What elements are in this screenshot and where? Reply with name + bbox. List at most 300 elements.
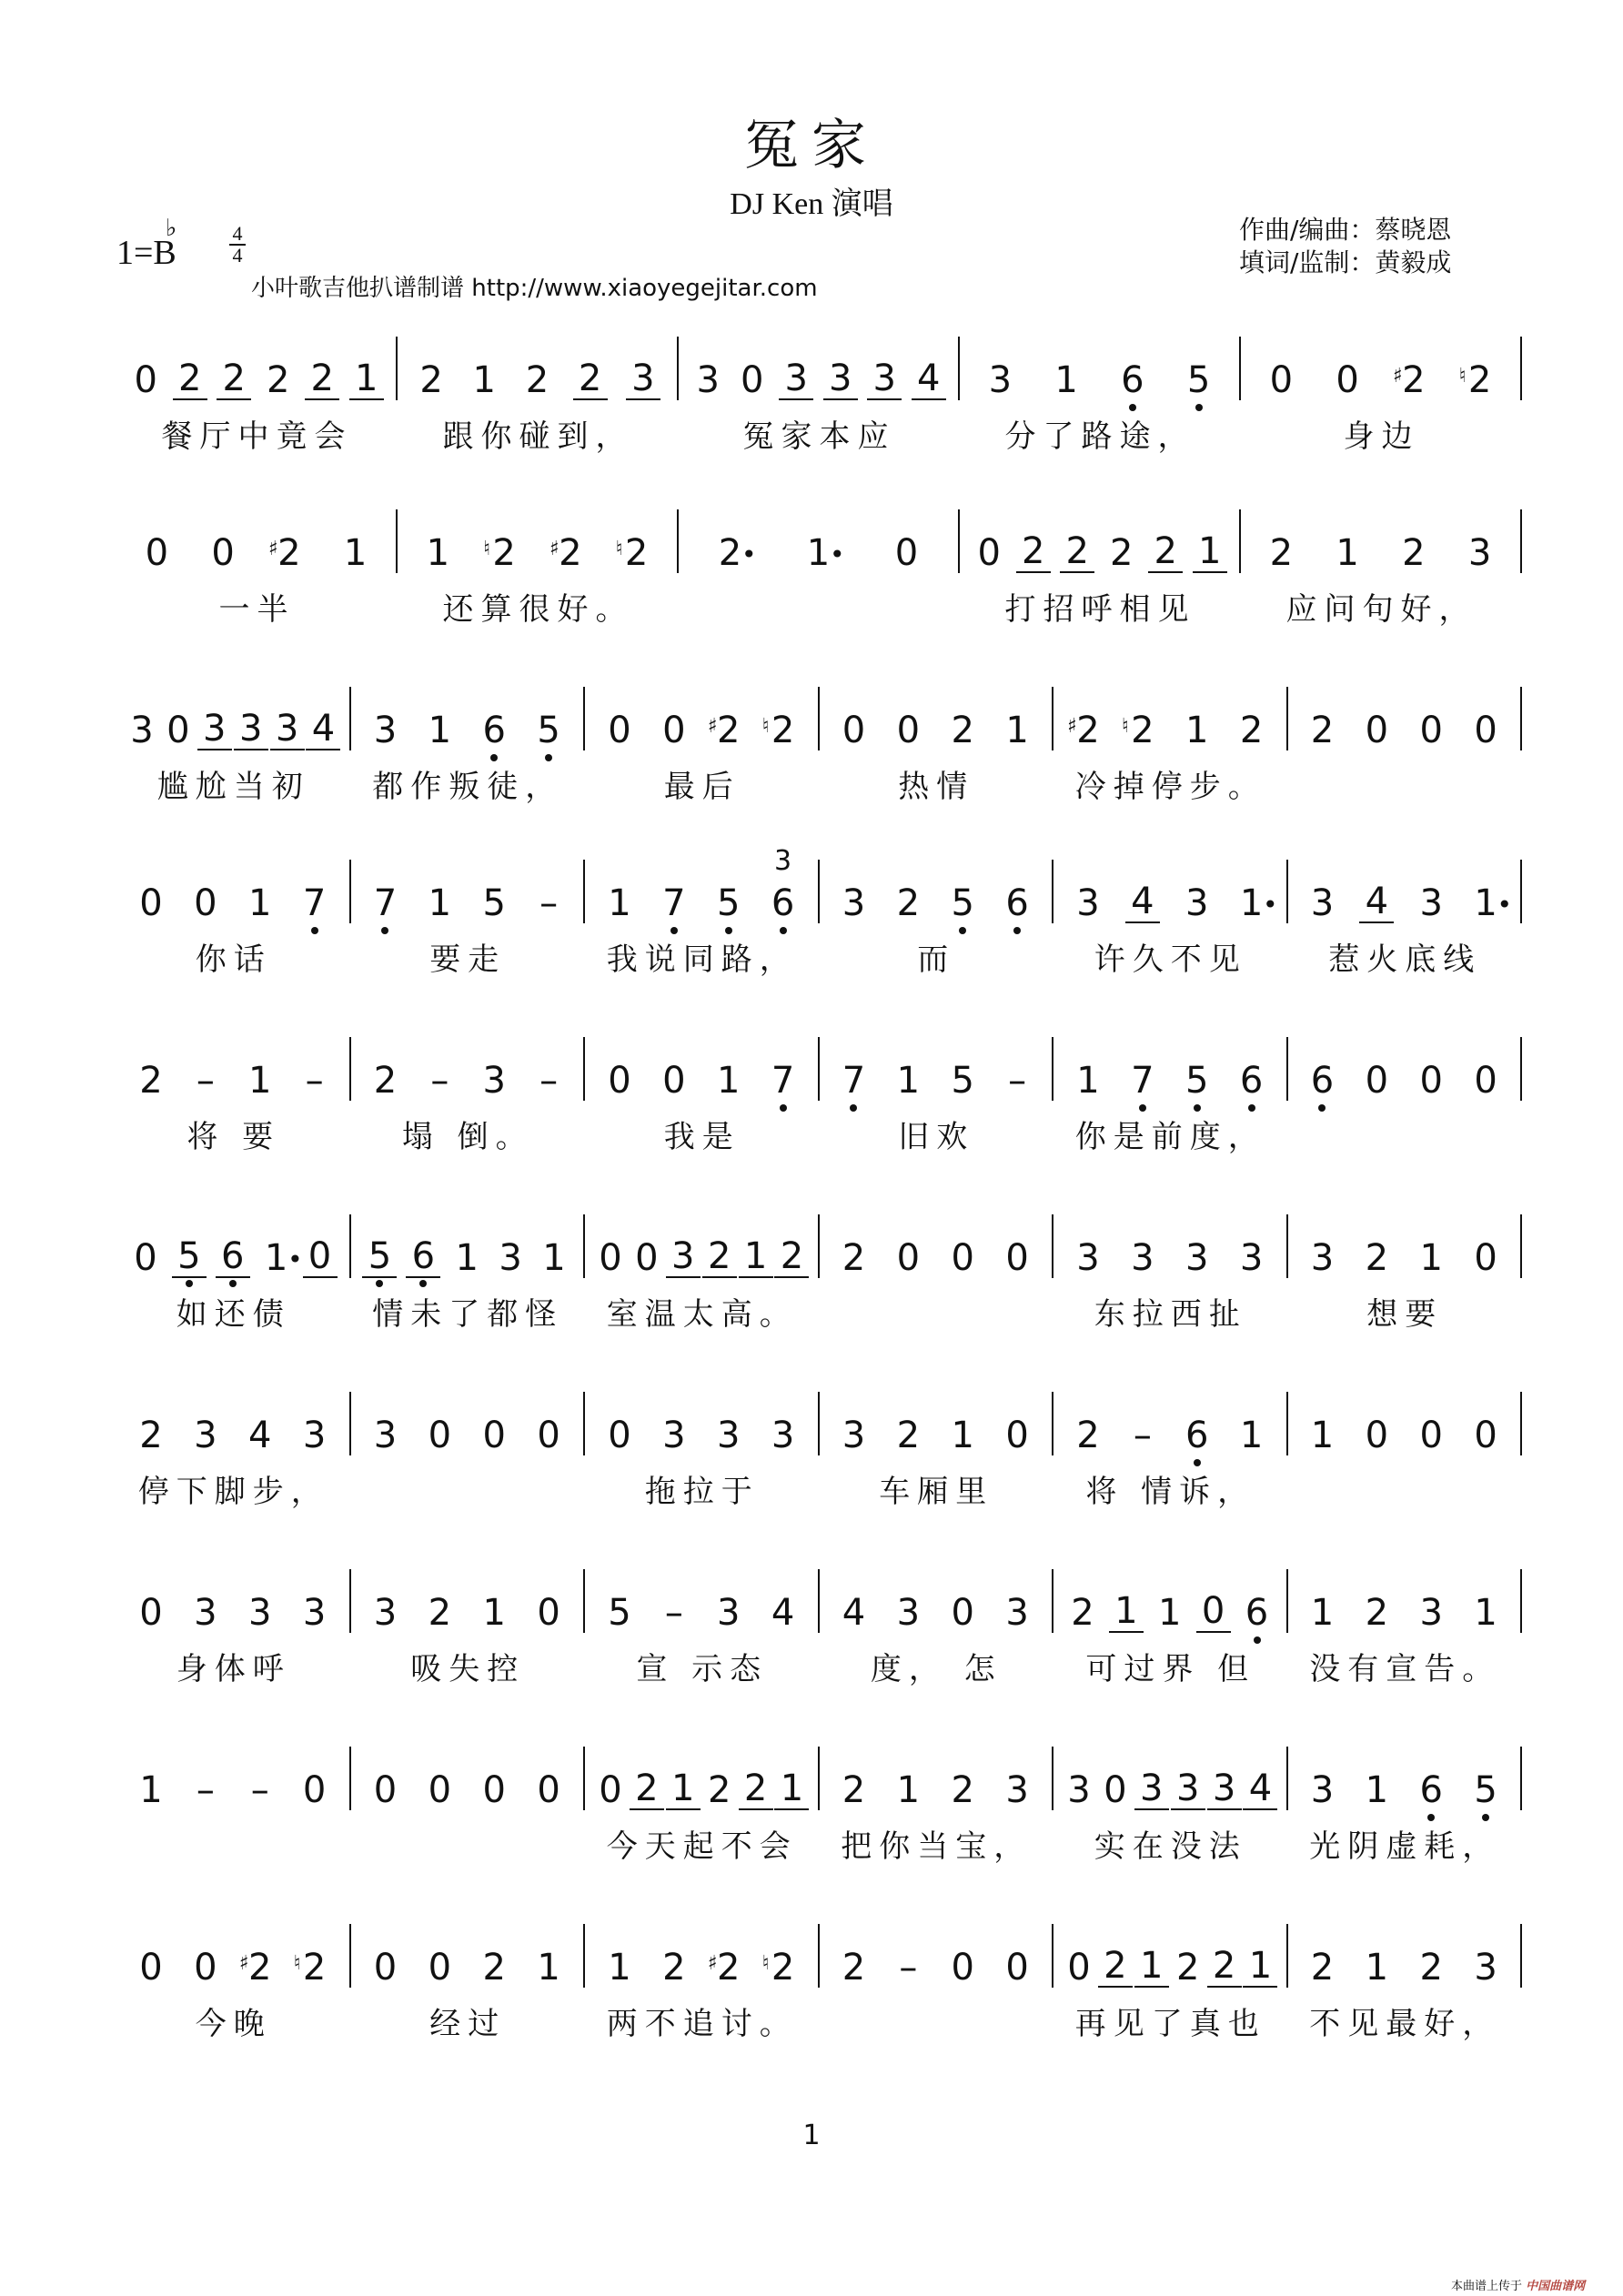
sharp-icon: ♯: [707, 1952, 718, 1975]
measure: [820, 1924, 1054, 1988]
low-octave-dot: [1482, 1814, 1489, 1821]
flat-icon: ♭: [166, 215, 177, 241]
note: 3: [1310, 1769, 1335, 1811]
note: 5: [531, 710, 566, 750]
lyric-segment: 东拉西扯: [1094, 1296, 1247, 1333]
score-line: [116, 1569, 1522, 1706]
note: 0: [166, 710, 190, 751]
note: 3: [1419, 1592, 1443, 1634]
score-line: [116, 687, 1522, 823]
note: 1: [1365, 1947, 1389, 1989]
lyric-segment: [820, 1999, 1054, 2043]
lyrics-row: [116, 1644, 1522, 1688]
measure: [585, 1924, 820, 1988]
sharp-icon: ♯: [549, 538, 559, 560]
note: 2: [774, 1236, 809, 1278]
note: 1: [739, 1236, 773, 1278]
lyric-segment: 还算很好。: [442, 591, 634, 628]
note: 2: [1239, 710, 1264, 751]
note: 1: [1474, 1592, 1497, 1634]
note: 4: [247, 1415, 272, 1456]
note: 5: [362, 1236, 397, 1278]
note: 2: [707, 1769, 731, 1811]
score-line: [116, 337, 1522, 473]
low-octave-dot: [1129, 404, 1136, 411]
lyric-segment: 想要: [1366, 1296, 1444, 1333]
measure: [398, 337, 679, 400]
note: 3: [482, 1060, 506, 1102]
note: 3: [197, 709, 232, 750]
note: 0: [302, 1769, 327, 1811]
lyric-segment: 冤家本应: [742, 418, 896, 455]
measure: [1053, 1569, 1288, 1633]
note: 2: [428, 1592, 452, 1634]
measure: [1053, 687, 1288, 750]
note: 2: [896, 882, 921, 924]
lyric-segment: 你是前度，: [1074, 1119, 1266, 1155]
natural-icon: ♮: [615, 538, 623, 560]
lyric-segment: 尴尬当初: [156, 769, 310, 805]
note: 3: [696, 359, 720, 401]
low-octave-dot: [725, 927, 732, 934]
measure: [351, 1392, 586, 1455]
measure: [1288, 1569, 1523, 1633]
low-octave-dot: [229, 1280, 237, 1287]
note: 1: [1365, 1769, 1389, 1811]
note: 2: [1365, 1237, 1389, 1279]
note: 0: [537, 1592, 560, 1634]
note: 3: [779, 358, 813, 400]
augmentation-dot: •: [287, 1244, 303, 1274]
note: 2 ♯: [711, 710, 746, 750]
lyric-segment: 拖拉于: [644, 1474, 760, 1510]
lyric-segment: 打招呼相见: [1004, 591, 1196, 628]
measure: [116, 687, 351, 750]
note: 0: [1067, 1947, 1091, 1989]
note: 7: [836, 1061, 871, 1101]
note: 1: [1239, 1415, 1264, 1456]
lyric-segment: 不见最好，: [1309, 2006, 1501, 2042]
measure: [820, 860, 1054, 923]
note: 3: [1310, 1237, 1335, 1279]
measure: [351, 1747, 586, 1810]
note: 1: [716, 1060, 741, 1102]
note: 3: [234, 709, 268, 750]
note: 1 •: [264, 1237, 303, 1279]
low-octave-dot: [1194, 1459, 1201, 1466]
augmentation-dot: •: [1497, 890, 1513, 920]
note: 3: [1184, 1237, 1209, 1279]
note: 1: [1336, 532, 1359, 574]
note: 2 ♯: [1071, 710, 1105, 750]
measure: [351, 1214, 586, 1278]
note: 6: [216, 1236, 250, 1278]
note: 0: [139, 1592, 163, 1634]
notes-row: [116, 1747, 1522, 1810]
note: 3: [247, 1592, 272, 1634]
note: 0: [662, 1060, 686, 1102]
natural-icon: ♮: [761, 715, 770, 738]
low-octave-dot: [1248, 1104, 1255, 1112]
note: 3: [1131, 1237, 1154, 1279]
score-line: [116, 509, 1522, 646]
lyric-segment: 今天起不会: [606, 1828, 798, 1865]
note: 3: [499, 1237, 522, 1279]
note: 2: [1071, 1592, 1094, 1634]
lyricist: 填词/监制：黄毅成: [1239, 247, 1452, 277]
low-octave-dot: [311, 927, 318, 934]
note: 0: [1005, 1237, 1029, 1279]
note: 4: [1359, 881, 1394, 923]
lyric-segment: 都作叛徒，: [372, 769, 564, 805]
lyric-segment: 应问句好，: [1285, 591, 1477, 628]
low-octave-dot: [1318, 1104, 1326, 1112]
note: 2: [842, 1237, 866, 1279]
note: 3: [1207, 1768, 1242, 1810]
note: 0: [896, 710, 921, 751]
note: 0: [428, 1947, 452, 1989]
note: 0: [428, 1769, 452, 1811]
note: 3: [988, 359, 1013, 401]
lyric-segment: [1288, 1466, 1523, 1511]
low-octave-dot: [1195, 404, 1203, 411]
measure: [960, 337, 1241, 400]
low-octave-dot: [1194, 1104, 1201, 1112]
lyric-segment: 我是: [663, 1119, 741, 1155]
notes-row: [116, 1924, 1522, 1988]
note: 0: [482, 1769, 506, 1811]
note: 3: [373, 1415, 398, 1456]
measure: [116, 1569, 351, 1633]
note: 1: [1310, 1415, 1335, 1456]
note: 0: [608, 1060, 631, 1102]
note: 3: [194, 1592, 217, 1634]
note: 1 •: [1239, 882, 1278, 924]
measure: [1288, 1214, 1523, 1278]
note: 3: [373, 1592, 398, 1634]
note: 2: [1207, 1946, 1242, 1988]
note: 7: [368, 883, 402, 923]
lyric-segment: 再见了真也: [1074, 2006, 1266, 2042]
footer-upload-note: [1451, 2276, 1585, 2293]
notes-row: [116, 845, 1522, 924]
note: 2: [419, 359, 443, 401]
note: 5: [1468, 1770, 1503, 1810]
note: 2 ♯: [243, 1948, 277, 1988]
note: –: [899, 1947, 918, 1989]
note: 0: [1005, 1415, 1029, 1456]
note: 4: [1243, 1768, 1277, 1810]
lyric-segment: [351, 1821, 586, 1866]
note: 3: [867, 358, 902, 400]
note: 1: [1134, 1946, 1169, 1988]
note: 0: [373, 1947, 398, 1989]
low-octave-dot: [1254, 1636, 1261, 1644]
note: 6 3: [766, 883, 801, 923]
note: 6: [1235, 1061, 1269, 1101]
lyric-segment: 停下脚步，: [137, 1474, 329, 1510]
measure: [351, 1037, 586, 1101]
lyric-segment: 身体呼: [176, 1651, 291, 1687]
note: 0: [1474, 710, 1497, 751]
note: 0: [1419, 1060, 1443, 1102]
note: –: [539, 882, 559, 924]
low-octave-dot: [545, 754, 552, 761]
measure: [1053, 1214, 1288, 1278]
note: 1: [951, 1415, 974, 1456]
note: 3: [1005, 1592, 1029, 1634]
note: 2 ♮: [766, 1948, 801, 1988]
lyric-segment: 将 要: [186, 1119, 281, 1155]
measure: [351, 860, 586, 923]
note: –: [250, 1769, 269, 1811]
measure: [398, 509, 679, 573]
lyric-segment: 如还债: [176, 1296, 291, 1333]
natural-icon: ♮: [1121, 715, 1129, 738]
note: 6: [477, 710, 511, 750]
time-sig-top: 4: [232, 222, 243, 245]
note: 6: [1240, 1593, 1275, 1633]
lyrics-row: [116, 584, 1522, 629]
sharp-icon: ♯: [267, 538, 278, 560]
note: 2: [662, 1947, 686, 1989]
measure: [1288, 860, 1523, 923]
note: 3: [1134, 1768, 1169, 1810]
note: 3: [716, 1592, 741, 1634]
note: 2: [1310, 710, 1335, 751]
note: 4: [1125, 881, 1160, 923]
lyrics-row: [116, 1999, 1522, 2043]
note: 2: [482, 1947, 506, 1989]
lyric-segment: [351, 1466, 586, 1511]
note: 0: [896, 1237, 921, 1279]
note: 7: [657, 883, 691, 923]
note: 3: [842, 882, 866, 924]
singer: DJ Ken 演唱: [730, 187, 893, 221]
measure: [679, 337, 960, 400]
measure: [351, 1569, 586, 1633]
note: 2: [1269, 532, 1294, 574]
note: 2: [1310, 1947, 1335, 1989]
note: –: [430, 1060, 449, 1102]
note: 0: [303, 1236, 338, 1278]
lyric-segment: 塌 倒。: [401, 1119, 534, 1155]
note: 6: [1115, 360, 1150, 400]
lyric-segment: 热情: [898, 769, 975, 805]
note: 0: [139, 1947, 163, 1989]
measure: [585, 1037, 820, 1101]
note: 3: [1171, 1768, 1205, 1810]
note: 1: [247, 882, 272, 924]
measure: [116, 509, 398, 573]
measure: [960, 509, 1241, 573]
note: 0: [373, 1769, 398, 1811]
note: 1: [1109, 1591, 1144, 1633]
note: 3: [373, 710, 398, 751]
lyric-segment: 吸失控: [410, 1651, 526, 1687]
score-line: [116, 1747, 1522, 1883]
note: 5: [1180, 1061, 1215, 1101]
note: 3: [1474, 1947, 1497, 1989]
lyrics-row: [116, 761, 1522, 806]
lyrics-row: [116, 1466, 1522, 1511]
lyric-segment: 情未了都怪: [372, 1296, 564, 1333]
notes-row: [116, 1392, 1522, 1455]
note: 2: [139, 1415, 163, 1456]
note: 5: [945, 883, 980, 923]
measure: [1053, 860, 1288, 923]
low-octave-dot: [381, 927, 388, 934]
note: 0: [608, 710, 631, 751]
note: 1 •: [806, 532, 845, 574]
low-octave-dot: [1427, 1814, 1435, 1821]
note: 2: [842, 1769, 866, 1811]
low-octave-dot: [780, 1104, 787, 1112]
low-octave-dot: [670, 927, 678, 934]
lyric-segment: 车厢里: [879, 1474, 994, 1510]
measure: [116, 1392, 351, 1455]
note: 1: [1005, 710, 1029, 751]
lyric-segment: 跟你碰到，: [442, 418, 634, 455]
note: 2 ♯: [272, 533, 307, 573]
note: 3: [842, 1415, 866, 1456]
note: 2 ♮: [766, 710, 801, 750]
measure: [1288, 687, 1523, 750]
note: 0: [741, 359, 764, 401]
note: 0: [537, 1769, 560, 1811]
note: 2: [1076, 1415, 1100, 1456]
note: 0: [1474, 1415, 1497, 1456]
note: 3: [302, 1592, 327, 1634]
note: –: [196, 1769, 215, 1811]
note: 5: [951, 1060, 974, 1102]
note: 0: [599, 1237, 622, 1279]
note: 1: [1076, 1060, 1100, 1102]
note: 3: [130, 710, 154, 751]
measure: [1288, 1037, 1523, 1101]
note: 2 ♯: [1396, 360, 1431, 400]
measure: [1053, 1037, 1288, 1101]
measure: [1288, 1747, 1523, 1810]
lyric-segment: 宣 示态: [636, 1651, 769, 1687]
note: 3: [270, 709, 305, 750]
notes-row: [116, 337, 1522, 400]
lyric-segment: 冷掉停步。: [1074, 769, 1266, 805]
song-title: 冤家: [744, 114, 879, 177]
note: 4: [306, 709, 340, 750]
lyric-segment: 室温太高。: [606, 1296, 798, 1333]
natural-icon: ♮: [1458, 365, 1467, 388]
measure: [1053, 1924, 1288, 1988]
note: 0: [662, 710, 686, 751]
lyric-segment: 餐厅中竟会: [161, 418, 353, 455]
note: 1: [1419, 1237, 1443, 1279]
measure: [585, 845, 820, 924]
note: 3: [1005, 1769, 1029, 1811]
note: 3: [194, 1415, 217, 1456]
note: 1: [343, 532, 368, 574]
notes-row: [116, 1569, 1522, 1633]
note: 3: [666, 1236, 701, 1278]
notes-row: [116, 509, 1522, 573]
note: 5: [1182, 360, 1216, 400]
measure: [679, 509, 960, 573]
note: 0: [145, 532, 169, 574]
augmentation-dot: •: [741, 539, 757, 569]
note: 0: [608, 1415, 631, 1456]
sharp-icon: ♯: [1066, 715, 1077, 738]
score-line: [116, 845, 1522, 996]
lyric-segment: 许久不见: [1094, 942, 1247, 978]
note: 1: [666, 1768, 701, 1810]
note: –: [196, 1060, 215, 1102]
time-signature: [229, 224, 246, 266]
note: 0: [139, 882, 163, 924]
notes-row: [116, 1214, 1522, 1278]
triplet-mark: 3: [774, 845, 792, 877]
measure: [585, 1569, 820, 1633]
measure: [820, 1392, 1054, 1455]
note: 3: [896, 1592, 921, 1634]
composer: 作曲/编曲：蔡晓恩: [1239, 215, 1452, 245]
lyric-segment: [1288, 1112, 1523, 1156]
note: 0: [482, 1415, 506, 1456]
note: –: [539, 1060, 559, 1102]
low-octave-dot: [419, 1280, 427, 1287]
note: 2: [951, 710, 974, 751]
note: 6: [1180, 1415, 1215, 1455]
measure: [1241, 509, 1522, 573]
sharp-icon: ♯: [238, 1952, 249, 1975]
lyric-segment: 没有宣告。: [1309, 1651, 1501, 1687]
low-octave-dot: [186, 1280, 193, 1287]
measure: [116, 337, 398, 400]
lyric-segment: [1288, 761, 1523, 806]
note: 6: [1414, 1770, 1448, 1810]
note: 1: [1243, 1946, 1277, 1988]
note: 0: [1474, 1237, 1497, 1279]
note: 5: [482, 882, 506, 924]
note: 0: [1196, 1591, 1231, 1633]
lyric-segment: 一半: [218, 591, 296, 628]
lyrics-row: [116, 934, 1522, 979]
score-line: [116, 1037, 1522, 1173]
note: 2: [267, 359, 290, 401]
note: 2: [1419, 1947, 1443, 1989]
note: 2 •: [718, 532, 757, 574]
note: 1: [1054, 359, 1078, 401]
note: 1: [428, 710, 452, 751]
note: 0: [194, 882, 217, 924]
note: 0: [194, 1947, 217, 1989]
measure: [820, 1747, 1054, 1810]
note: 0: [1474, 1060, 1497, 1102]
measure: [820, 1037, 1054, 1101]
note: 2: [305, 358, 339, 400]
note: 4: [771, 1592, 795, 1634]
note: –: [664, 1592, 683, 1634]
credits: [1239, 214, 1451, 279]
note: 2: [630, 1768, 664, 1810]
note: 0: [428, 1415, 452, 1456]
note: 7: [1125, 1061, 1160, 1101]
note: 3: [1184, 882, 1209, 924]
score-line: [116, 1214, 1522, 1351]
natural-icon: ♮: [483, 538, 490, 560]
note: 3: [823, 358, 858, 400]
note: 5: [172, 1236, 207, 1278]
measure: [116, 1924, 351, 1988]
